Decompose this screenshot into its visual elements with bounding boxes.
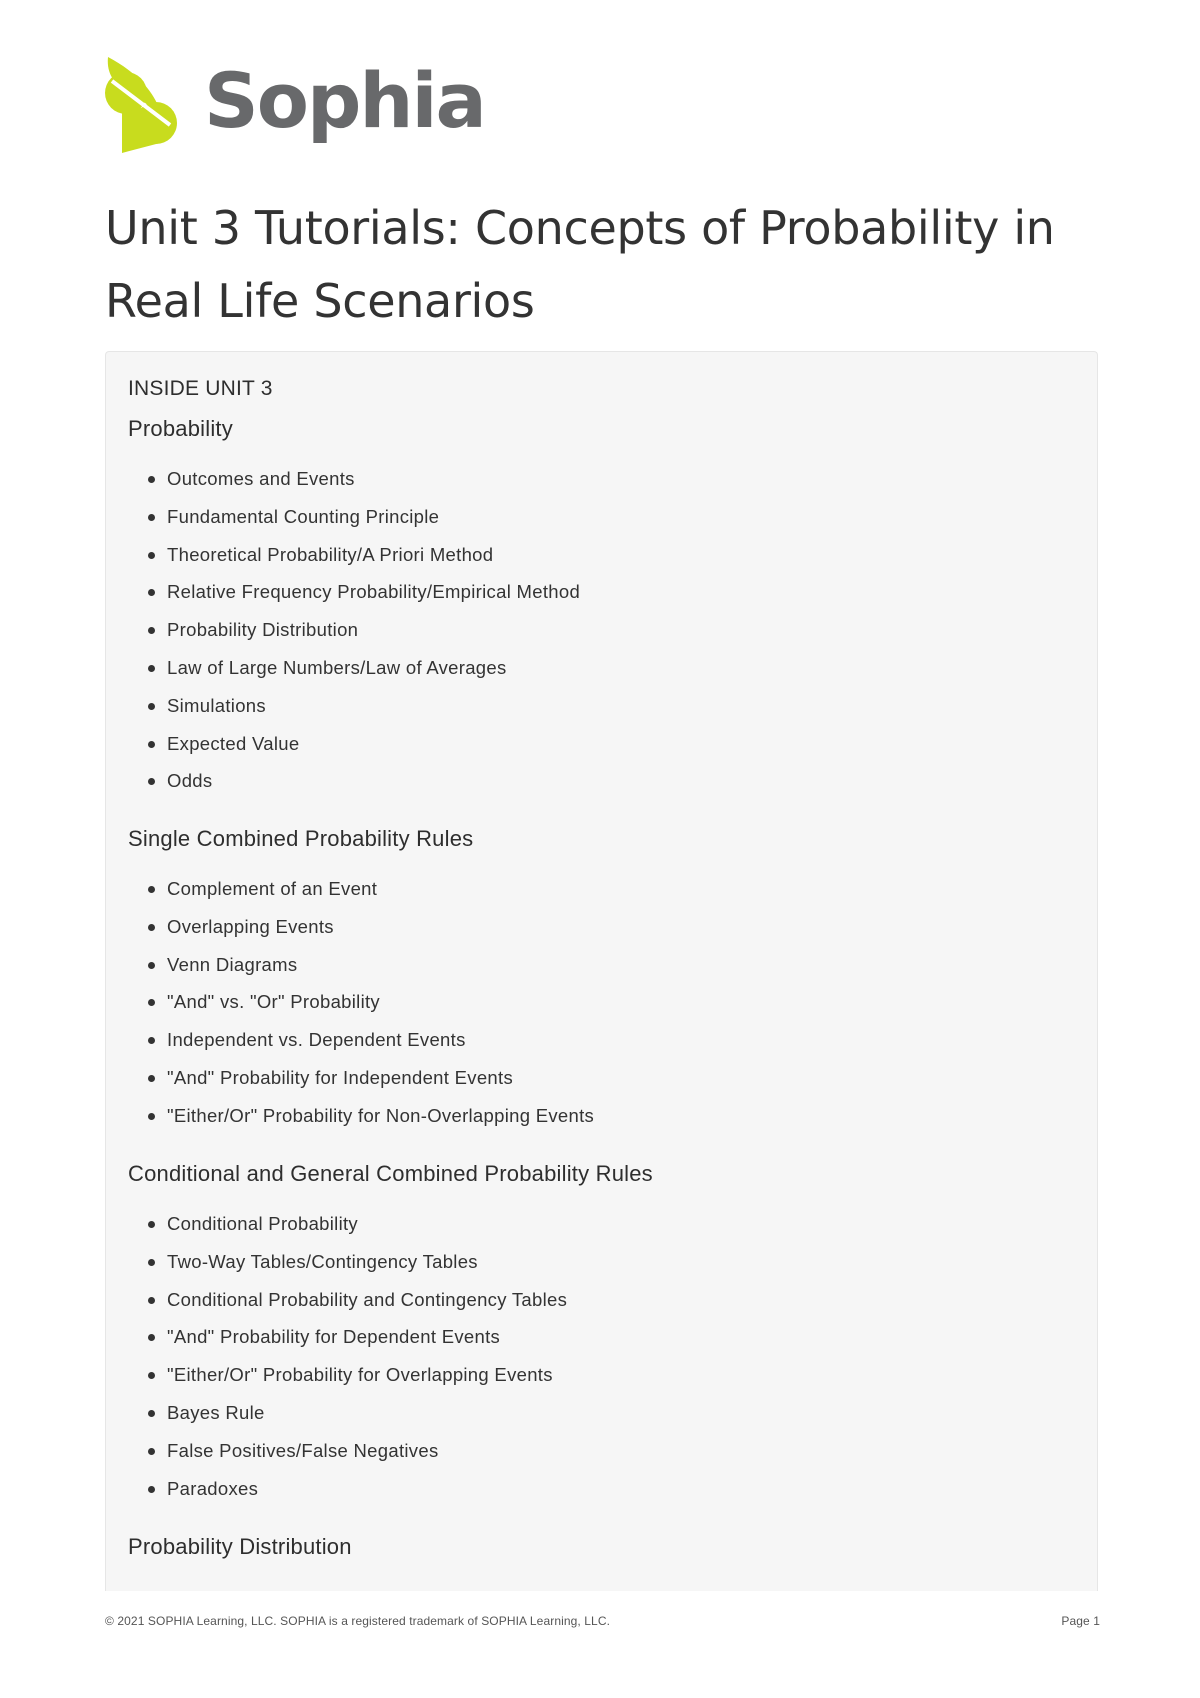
bullet-icon: [148, 1259, 155, 1266]
section-title: Probability: [128, 416, 233, 441]
bullet-icon: [148, 999, 155, 1006]
section-title: Probability Distribution: [128, 1534, 352, 1559]
list-item: Two-Way Tables/Contingency Tables: [128, 1243, 1068, 1281]
bullet-icon: [148, 1334, 155, 1341]
list-item: Bayes Rule: [128, 1394, 1068, 1432]
topic-list: [128, 1205, 1068, 1507]
bullet-icon: [148, 476, 155, 483]
bullet-icon: [148, 1410, 155, 1417]
list-item: Theoretical Probability/A Priori Method: [128, 536, 1068, 574]
sophia-logo: [104, 54, 485, 158]
list-item: "And" Probability for Dependent Events: [128, 1318, 1068, 1356]
bullet-icon: [148, 665, 155, 672]
list-item: Conditional Probability: [128, 1205, 1068, 1243]
page-title: Unit 3 Tutorials: Concepts of Probability in Real Life Scenarios: [105, 201, 1055, 328]
bullet-icon: [148, 1037, 155, 1044]
list-item: "Either/Or" Probability for Overlapping Events: [128, 1356, 1068, 1394]
list-item: Relative Frequency Probability/Empirical Method: [128, 573, 1068, 611]
bullet-icon: [148, 1113, 155, 1120]
list-item: Independent vs. Dependent Events: [128, 1021, 1068, 1059]
inside-unit-box: [105, 351, 1098, 1591]
list-item: Outcomes and Events: [128, 460, 1068, 498]
bullet-icon: [148, 1372, 155, 1379]
bullet-icon: [148, 1221, 155, 1228]
bullet-icon: [148, 552, 155, 559]
list-item: Odds: [128, 762, 1068, 800]
footer-page-number: Page 1: [1061, 1614, 1100, 1628]
bullet-icon: [148, 703, 155, 710]
sophia-leaf-logo-icon: [104, 55, 178, 157]
list-item: Law of Large Numbers/Law of Averages: [128, 649, 1068, 687]
bullet-icon: [148, 778, 155, 785]
topic-list: [128, 460, 1068, 800]
box-label: INSIDE UNIT 3: [128, 377, 273, 400]
section-title: Single Combined Probability Rules: [128, 826, 474, 851]
list-item: Complement of an Event: [128, 870, 1068, 908]
list-item: Paradoxes: [128, 1470, 1068, 1508]
bullet-icon: [148, 924, 155, 931]
list-item: Expected Value: [128, 725, 1068, 763]
list-item: Venn Diagrams: [128, 946, 1068, 984]
section-probability-distribution: [128, 1526, 1068, 1568]
bullet-icon: [148, 962, 155, 969]
bullet-icon: [148, 1297, 155, 1304]
sophia-wordmark: Sophia: [204, 56, 485, 145]
list-item: Simulations: [128, 687, 1068, 725]
list-item: Fundamental Counting Principle: [128, 498, 1068, 536]
bullet-icon: [148, 1486, 155, 1493]
list-item: "And" vs. "Or" Probability: [128, 983, 1068, 1021]
footer-copyright: © 2021 SOPHIA Learning, LLC. SOPHIA is a registered trademark of SOPHIA Learning, LLC.: [105, 1614, 611, 1628]
list-item: False Positives/False Negatives: [128, 1432, 1068, 1470]
topic-list: [128, 870, 1068, 1135]
bullet-icon: [148, 627, 155, 634]
bullet-icon: [148, 886, 155, 893]
section-conditional-general-rules: [128, 1153, 1068, 1507]
section-probability: [128, 408, 1068, 800]
list-item: "Either/Or" Probability for Non-Overlapping Events: [128, 1097, 1068, 1135]
list-item: Probability Distribution: [128, 611, 1068, 649]
section-title: Conditional and General Combined Probability Rules: [128, 1161, 653, 1186]
bullet-icon: [148, 589, 155, 596]
bullet-icon: [148, 741, 155, 748]
bullet-icon: [148, 514, 155, 521]
list-item: Overlapping Events: [128, 908, 1068, 946]
bullet-icon: [148, 1075, 155, 1082]
list-item: Conditional Probability and Contingency Tables: [128, 1281, 1068, 1319]
section-single-combined-rules: [128, 818, 1068, 1135]
bullet-icon: [148, 1448, 155, 1455]
list-item: "And" Probability for Independent Events: [128, 1059, 1068, 1097]
